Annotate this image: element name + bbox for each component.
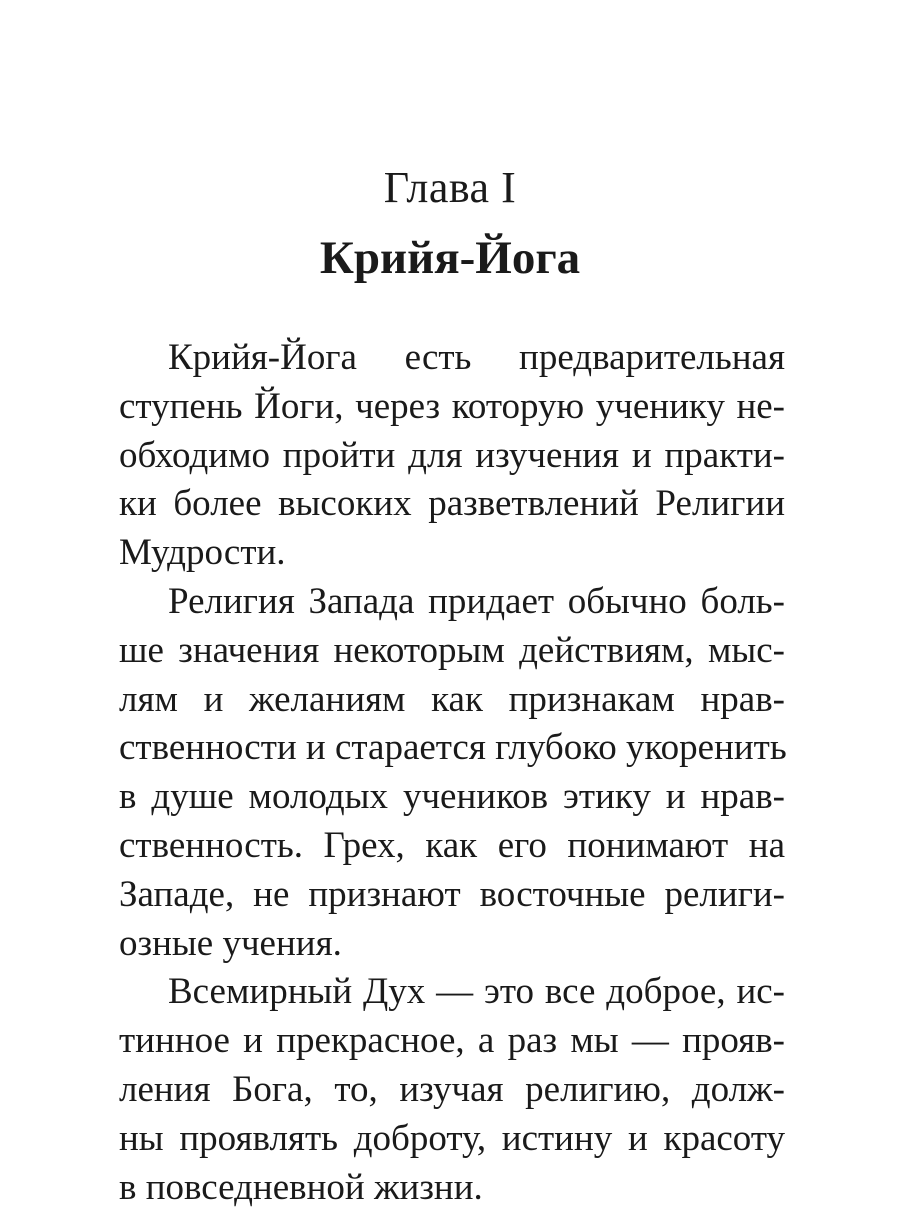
text-line: обходимо пройти для изучения и практи- (119, 434, 785, 476)
text-line: тинное и прекрасное, а раз мы — прояв- (119, 1020, 785, 1062)
text-line: ступень Йоги, через которую ученику не- (119, 385, 785, 427)
text-line: в душе молодых учеников этику и нрав- (119, 776, 785, 818)
text-line: Крийя-Йога есть предварительная (168, 337, 785, 378)
text-line: ственность. Грех, как его понимают на (119, 824, 785, 866)
chapter-title: Крийя-Йога (319, 232, 581, 284)
text-line: Всемирный Дух — это все доброе, ис- (168, 971, 785, 1013)
text-line: ше значения некоторым действиям, мыс- (119, 629, 785, 671)
chapter-number: Глава I (383, 163, 517, 212)
text-line: озные учения. (119, 922, 342, 964)
text-line: ственности и старается глубоко укоренить (119, 727, 787, 769)
text-line: в повседневной жизни. (119, 1166, 483, 1208)
text-line: ления Бога, то, изучая религию, долж- (119, 1068, 785, 1110)
paragraph-3 (119, 968, 785, 1212)
paragraph-2 (119, 578, 785, 968)
text-line: Мудрости. (119, 532, 286, 574)
paragraph-1 (119, 334, 785, 578)
text-line: ки более высоких разветвлений Религии (119, 483, 785, 525)
text-line: Западе, не признают восточные религи- (119, 873, 785, 915)
text-line: Религия Запада придает обычно боль- (168, 580, 785, 622)
text-line: лям и желаниям как признакам нрав- (119, 678, 785, 720)
text-line: ны проявлять доброту, истину и красоту (119, 1117, 785, 1159)
body-text (119, 334, 785, 1212)
